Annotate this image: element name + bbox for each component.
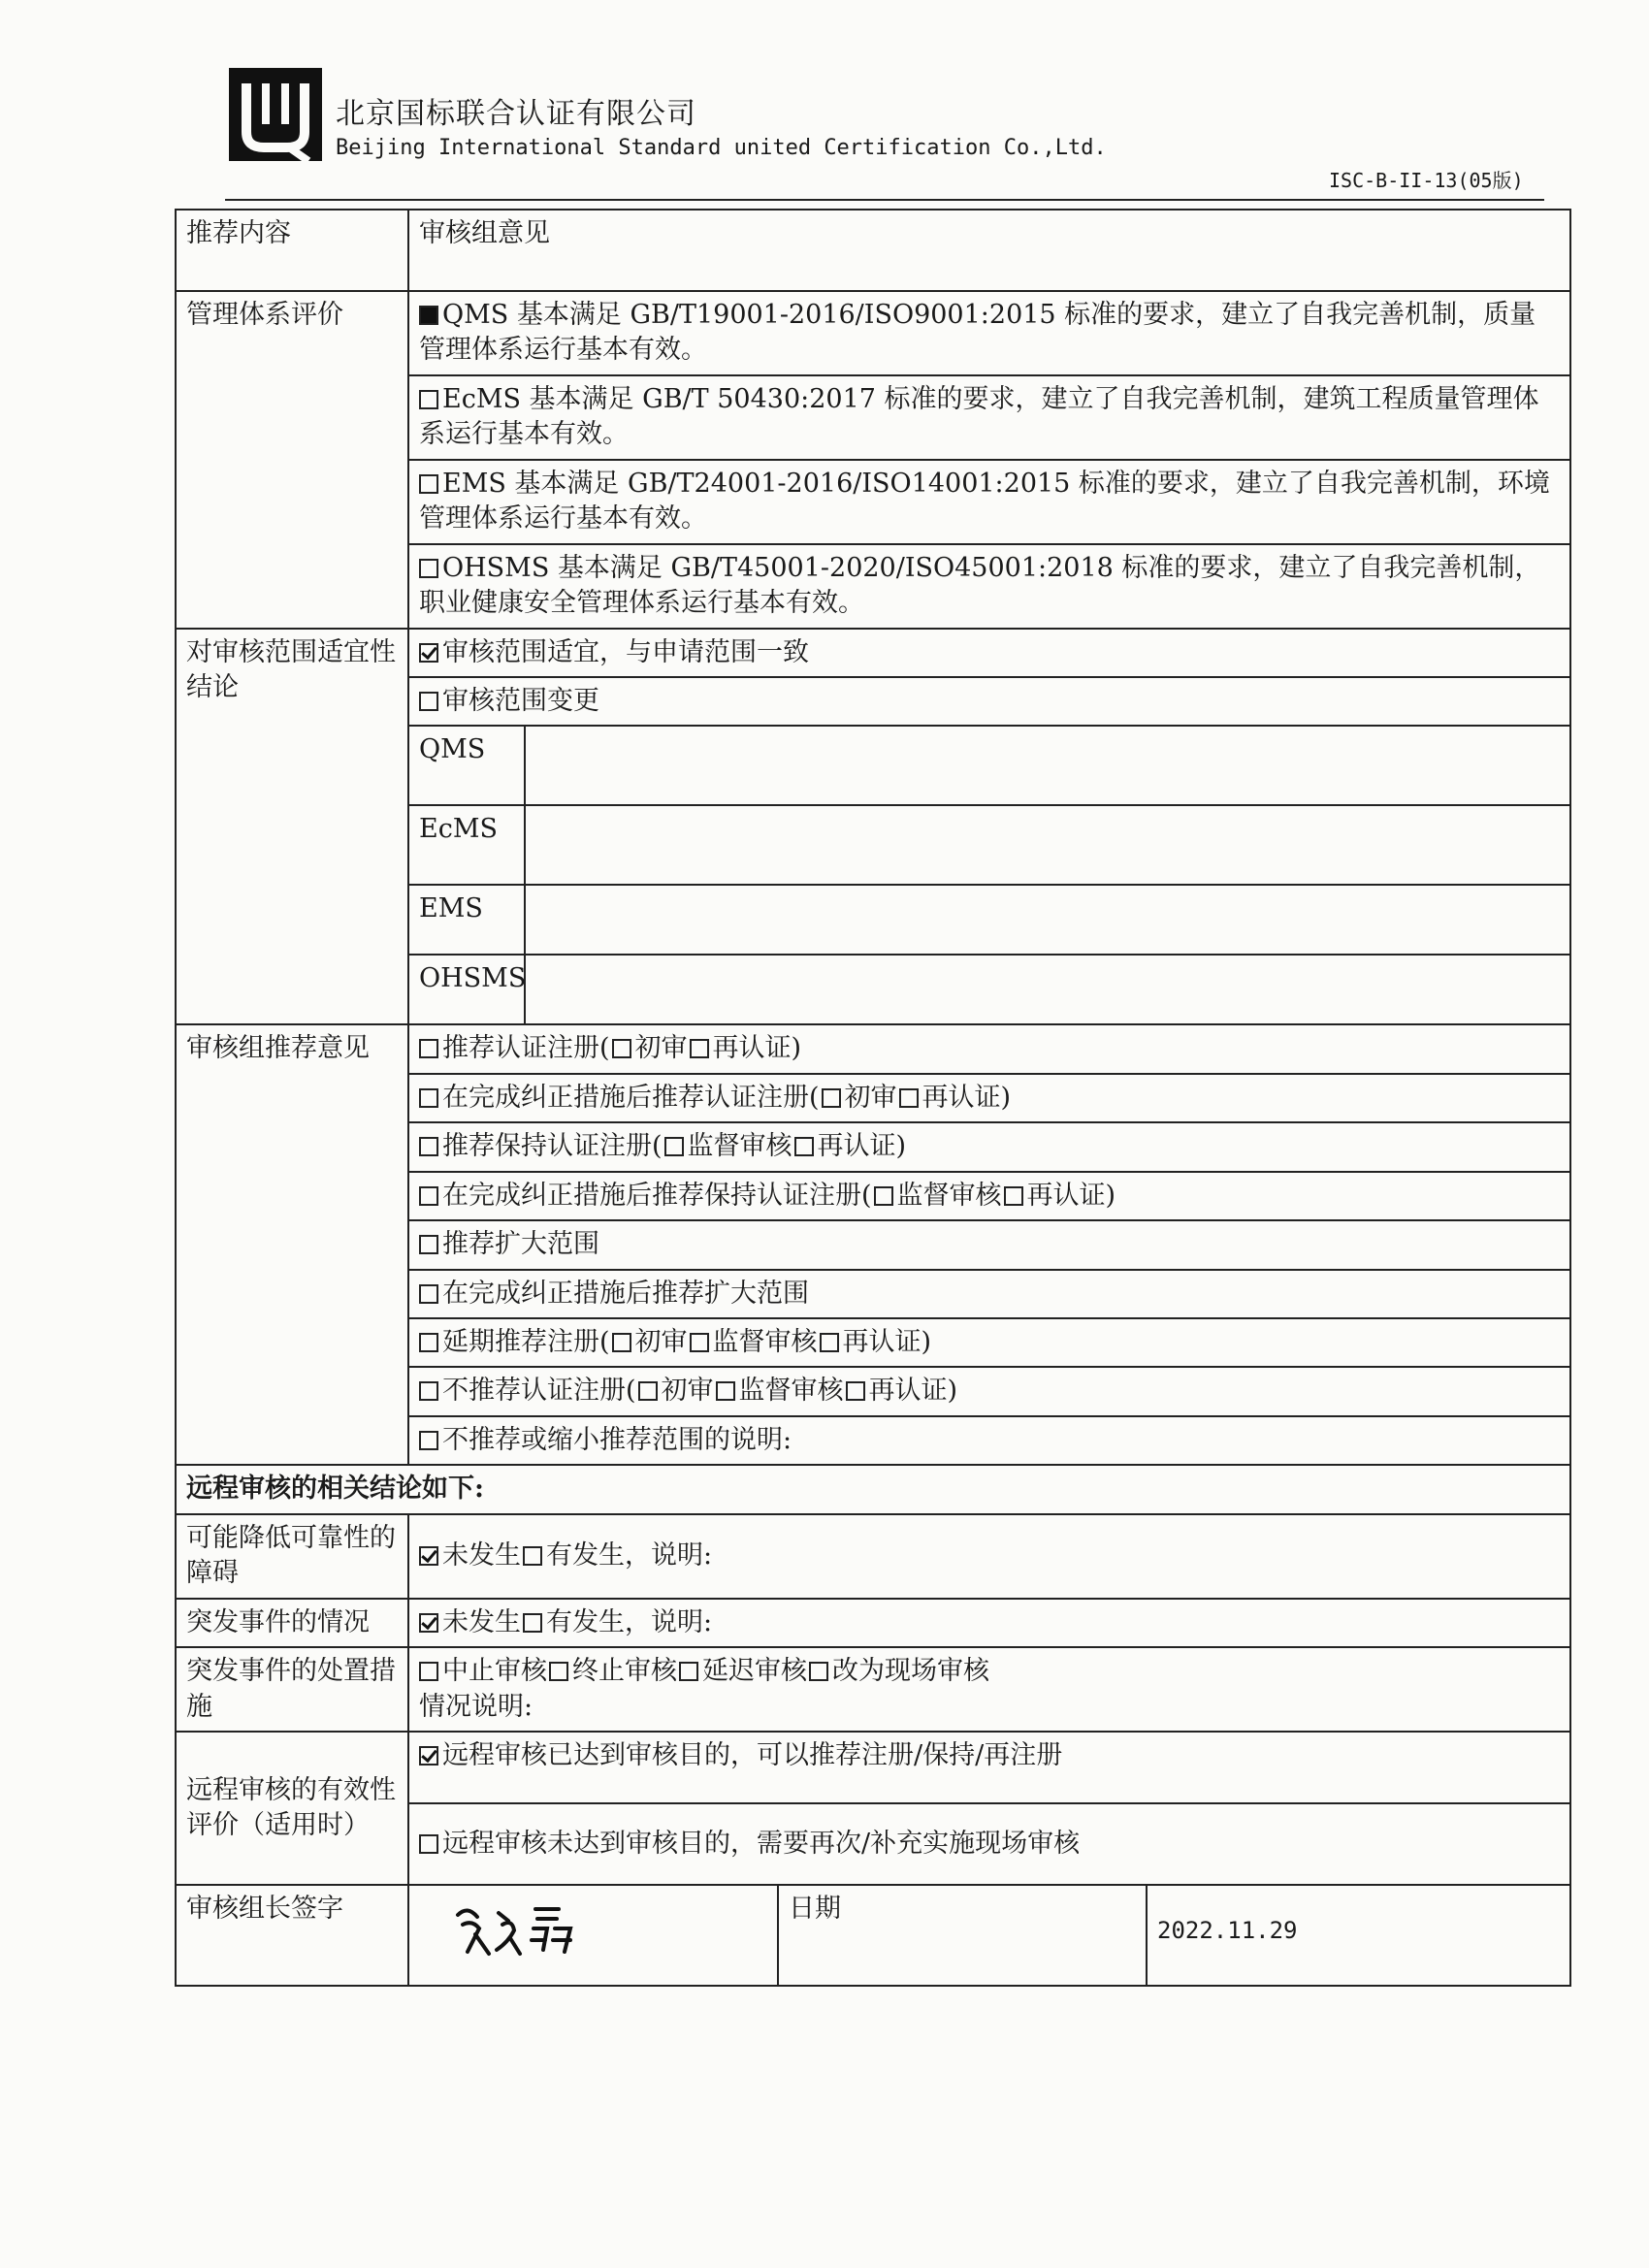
qms-checkbox-filled[interactable] [419,306,438,325]
sign-row [176,1885,1570,1986]
emergency-no-checkbox[interactable] [419,1613,438,1633]
recommend-option-7: 延期推荐注册( 初审 监督审核 再认证) [408,1318,1570,1367]
scope-ohsms-label: OHSMS [408,955,525,1024]
effect-no: 远程审核未达到审核目的，需要再次/补充实施现场审核 [408,1803,1570,1885]
measure-suspend-checkbox[interactable] [419,1662,438,1681]
scope-ohsms-value[interactable] [525,955,1570,1024]
recommend-3-checkbox[interactable] [419,1137,438,1156]
obstacle-options: 未发生 有发生，说明: [408,1514,1570,1599]
ohsms-checkbox[interactable] [419,559,438,578]
effect-yes: 远程审核已达到审核目的，可以推荐注册/保持/再注册 [408,1732,1570,1803]
mgmt-eval-row-1 [176,291,1570,375]
scope-ecms-label: EcMS [408,805,525,885]
signature-cell [409,1886,778,1985]
table-header-row [176,210,1570,291]
mgmt-eval-ems: EMS 基本满足 GB/T24001-2016/ISO14001:2015 标准的要求，建立了自我完善机制，环境管理体系运行基本有效。 [408,460,1570,544]
recommend-option-9: 不推荐或缩小推荐范围的说明: [408,1416,1570,1465]
emergency-label: 突发事件的情况 [176,1599,408,1647]
recommend-2-checkbox[interactable] [419,1088,438,1108]
remote-effect-row-1 [176,1732,1570,1803]
measure-note: 情况说明: [419,1691,534,1722]
scope-label: 对审核范围适宜性结论 [176,629,408,1025]
sign-inner-table [409,1886,1569,1985]
recommend-1-checkbox[interactable] [419,1039,438,1058]
mgmt-eval-ecms: EcMS 基本满足 GB/T 50430:2017 标准的要求，建立了自我完善机制，建筑工程质量管理体系运行基本有效。 [408,375,1570,460]
scope-qms-value[interactable] [525,726,1570,805]
scope-suitable: 审核范围适宜，与申请范围一致 [408,629,1570,677]
scope-row-suitable [176,629,1570,677]
date-value-cell [1147,1886,1569,1985]
obstacle-no-checkbox[interactable] [419,1546,438,1566]
sign-cell [408,1885,1570,1986]
recommend-4-surveillance-checkbox[interactable] [874,1186,893,1206]
recommend-option-5: 推荐扩大范围 [408,1220,1570,1269]
scope-suitable-checkbox[interactable] [419,643,438,663]
recommend-9-checkbox[interactable] [419,1431,438,1450]
emergency-yes-checkbox[interactable] [523,1613,542,1633]
recommend-row-1 [176,1024,1570,1073]
mgmt-eval-ohsms: OHSMS 基本满足 GB/T45001-2020/ISO45001:2018 标准的要求，建立了自我完善机制，职业健康安全管理体系运行基本有效。 [408,544,1570,629]
recommend-option-4: 在完成纠正措施后推荐保持认证注册( 监督审核 再认证) [408,1172,1570,1220]
measure-delay-checkbox[interactable] [679,1662,698,1681]
scope-ecms-value[interactable] [525,805,1570,885]
effect-label: 远程审核的有效性评价（适用时） [176,1732,408,1885]
ecms-checkbox[interactable] [419,390,438,409]
measure-onsite-checkbox[interactable] [809,1662,828,1681]
mgmt-eval-label: 管理体系评价 [176,291,408,629]
scope-qms-label: QMS [408,726,525,805]
recommend-option-6: 在完成纠正措施后推荐扩大范围 [408,1270,1570,1318]
recommend-4-checkbox[interactable] [419,1186,438,1206]
remote-measure-row [176,1647,1570,1732]
emergency-options: 未发生 有发生，说明: [408,1599,1570,1647]
scope-change: 审核范围变更 [408,677,1570,726]
recommend-8-recert-checkbox[interactable] [846,1381,865,1401]
leader-signature [419,1895,613,1963]
measure-label: 突发事件的处置措施 [176,1647,408,1732]
recommend-1-initial-checkbox[interactable] [612,1039,631,1058]
recommend-4-recert-checkbox[interactable] [1004,1186,1023,1206]
effect-yes-checkbox[interactable] [419,1746,438,1766]
ems-checkbox[interactable] [419,474,438,494]
recommend-2-recert-checkbox[interactable] [899,1088,919,1108]
document-code: ISC-B-II-13(05版) [1329,169,1524,192]
scope-ems-label: EMS [408,885,525,955]
header-rule [225,199,1544,201]
remote-heading-row [176,1465,1570,1513]
col-header-audit-opinion: 审核组意见 [408,210,1570,291]
recommend-option-8: 不推荐认证注册( 初审 监督审核 再认证) [408,1367,1570,1415]
col-header-recommend-content: 推荐内容 [176,210,408,291]
company-name-en: Beijing International Standard united Certification Co.,Ltd. [336,136,1107,160]
mgmt-eval-qms: QMS 基本满足 GB/T19001-2016/ISO9001:2015 标准的要求，建立了自我完善机制，质量管理体系运行基本有效。 [408,291,1570,375]
effect-no-checkbox[interactable] [419,1834,438,1854]
scope-change-checkbox[interactable] [419,692,438,711]
recommend-7-surveillance-checkbox[interactable] [690,1333,709,1352]
recommend-7-checkbox[interactable] [419,1333,438,1352]
recommend-option-3: 推荐保持认证注册( 监督审核 再认证) [408,1122,1570,1171]
recommend-option-2: 在完成纠正措施后推荐认证注册( 初审 再认证) [408,1074,1570,1122]
obstacle-yes-checkbox[interactable] [523,1546,542,1566]
recommend-8-initial-checkbox[interactable] [638,1381,658,1401]
company-logo [225,64,326,165]
measure-options: 中止审核 终止审核 延迟审核 改为现场审核 情况说明: [408,1647,1570,1732]
recommend-8-surveillance-checkbox[interactable] [716,1381,735,1401]
date-label: 日期 [778,1886,1147,1985]
measure-terminate-checkbox[interactable] [549,1662,568,1681]
recommend-option-1: 推荐认证注册( 初审 再认证) [408,1024,1570,1073]
recommend-label: 审核组推荐意见 [176,1024,408,1465]
audit-opinion-table [175,209,1571,1987]
company-name-cn: 北京国标联合认证有限公司 [336,97,696,131]
recommend-3-surveillance-checkbox[interactable] [664,1137,684,1156]
recommend-2-initial-checkbox[interactable] [822,1088,841,1108]
remote-heading: 远程审核的相关结论如下: [176,1465,1570,1513]
recommend-1-recert-checkbox[interactable] [690,1039,709,1058]
remote-obstacle-row [176,1514,1570,1599]
recommend-7-initial-checkbox[interactable] [612,1333,631,1352]
leader-sign-label: 审核组长签字 [176,1885,408,1986]
obstacle-label: 可能降低可靠性的障碍 [176,1514,408,1599]
date-value: 2022.11.29 [1157,1916,1298,1944]
scope-ems-value[interactable] [525,885,1570,955]
recommend-6-checkbox[interactable] [419,1284,438,1304]
remote-emergency-row [176,1599,1570,1647]
recommend-8-checkbox[interactable] [419,1381,438,1401]
recommend-7-recert-checkbox[interactable] [820,1333,839,1352]
recommend-3-recert-checkbox[interactable] [794,1137,814,1156]
recommend-5-checkbox[interactable] [419,1235,438,1254]
